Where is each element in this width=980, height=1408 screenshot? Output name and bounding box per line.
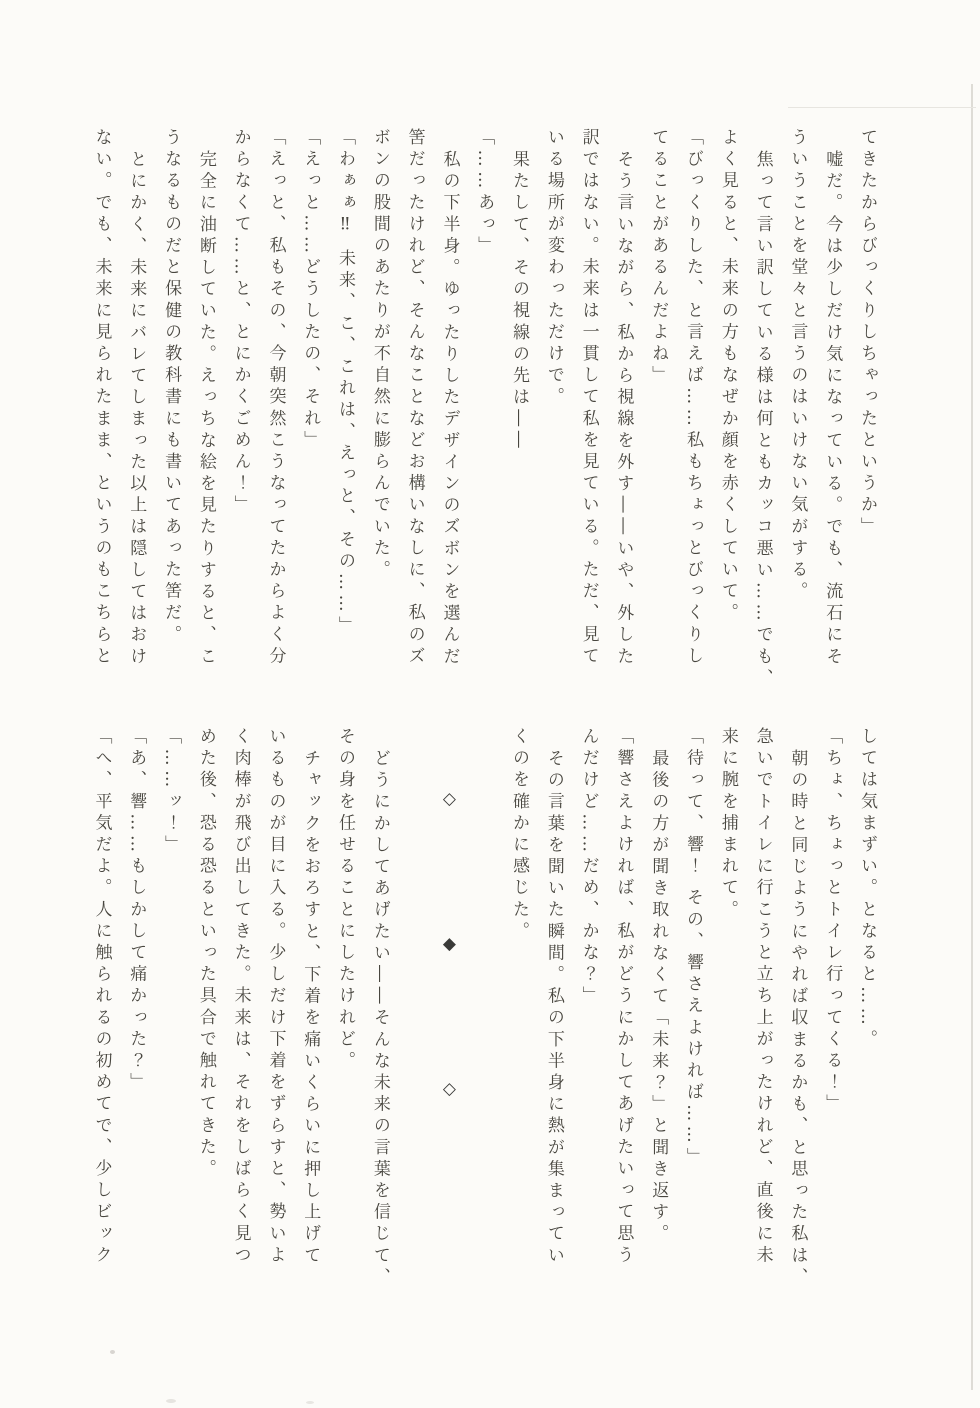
text-column: 果たして、その視線の先は―― (509, 150, 530, 453)
text-column: くのを確かに感じた。 (509, 727, 530, 943)
blank-column (466, 727, 501, 1293)
text-column: うなるものだと保健の教科書にも書いてあった筈だ。 (161, 128, 182, 647)
text-column: んだけど……だめ、かな？」 (578, 727, 599, 1008)
text-column: しては気まずい。となると……。 (857, 727, 877, 1051)
text-column: チャックをおろすと、下着を痛いくらいに押し上げて (300, 749, 321, 1268)
scene-break (432, 727, 467, 1293)
text-column: 「えっと、私もその、今朝突然こうなってたからよく分 (265, 128, 286, 668)
text-column: いる場所が変わっただけで。 (543, 128, 564, 409)
text-column: 「へ、平気だよ。人に触られるの初めてで、少しビック (91, 727, 112, 1267)
text-column: いるものが目に入る。少しだけ下着をずらすと、勢いよ (265, 727, 286, 1267)
text-column: からなくて……と、とにかくごめん！」 (230, 128, 251, 517)
text-column: ういうことを堂々と言うのはいけない気がする。 (787, 128, 808, 604)
black-diamond-icon: ◆ (439, 934, 460, 954)
white-diamond-icon: ◇ (439, 789, 460, 809)
text-column: 「……あっ」 (474, 128, 495, 258)
text-column: その身を任せることにしたけれど。 (335, 727, 356, 1073)
text-column: とにかく、未来にバレてしまった以上は隠してはおけ (126, 150, 147, 669)
text-column: てることがあるんだよね」 (648, 128, 669, 388)
text-column: よく見ると、未来の方もなぜか顔を赤くしていて。 (717, 128, 738, 625)
text-column: 「……ッ！」 (161, 727, 182, 857)
text-column: 朝の時と同じようにやれば収まるかも、と思った私は、 (787, 749, 808, 1289)
text-column: 嘘だ。今は少しだけ気になっている。でも、流石にそ (822, 150, 843, 669)
text-column: 「あ、響……もしかして痛かった？」 (126, 727, 147, 1095)
text-column: 「えっと……どうしたの、それ」 (300, 128, 321, 452)
text-column: めた後、恐る恐るといった具合で触れてきた。 (195, 727, 216, 1181)
scan-speck (166, 1399, 176, 1403)
text-column: 「ちょ、ちょっとトイレ行ってくる！」 (822, 727, 843, 1116)
blank-column (397, 727, 432, 1293)
text-column: 「待って、響！ その、響さえよければ……」 (683, 727, 704, 1170)
text-column: 「びっくりした、と言えば……私もちょっとびっくりし (683, 128, 704, 668)
bottom-text-block (84, 727, 884, 1293)
white-diamond-icon: ◇ (439, 1079, 460, 1099)
text-column: 「響さえよければ、私がどうにかしてあげたいって思う (613, 727, 634, 1267)
text-column: どうにかしてあげたい――そんな未来の言葉を信じて、 (369, 749, 390, 1289)
text-column: そう言いながら、私から視線を外す――いや、外した (613, 150, 634, 669)
text-column: ボンの股間のあたりが不自然に膨らんでいた。 (369, 128, 390, 582)
text-column: 完全に油断していた。えっちな絵を見たりすると、こ (195, 150, 216, 669)
text-column: 筈だったけれど、そんなことなどお構いなしに、私のズ (404, 128, 425, 668)
scan-speck (306, 1401, 314, 1404)
text-column: 来に腕を捕まれて。 (717, 727, 738, 922)
text-column: てきたからびっくりしちゃったというか」 (857, 128, 877, 539)
scan-edge-line (971, 84, 973, 1390)
top-text-block (84, 128, 884, 694)
text-column: 訳ではない。未来は一貫して私を見ている。ただ、見て (578, 128, 599, 668)
scan-speck (110, 1350, 115, 1354)
text-column: く肉棒が飛び出してきた。未来は、それをしばらく見つ (230, 727, 251, 1267)
scan-edge-line (788, 107, 976, 108)
text-column: ない。でも、未来に見られたまま、というのもこちらと (91, 128, 112, 668)
text-column: 最後の方が聞き取れなくて「未来？」と聞き返す。 (648, 749, 669, 1246)
text-column: 焦って言い訳している様は何ともカッコ悪い……でも、 (752, 150, 773, 690)
text-column: 急いでトイレに行こうと立ち上がったけれど、直後に未 (752, 727, 773, 1267)
text-column: 私の下半身。ゆったりしたデザインのズボンを選んだ (439, 150, 460, 669)
text-column: その言葉を聞いた瞬間。私の下半身に熱が集まってい (543, 749, 564, 1268)
text-column: 「わぁぁ‼ 未来、こ、これは、えっと、その……」 (335, 128, 356, 638)
